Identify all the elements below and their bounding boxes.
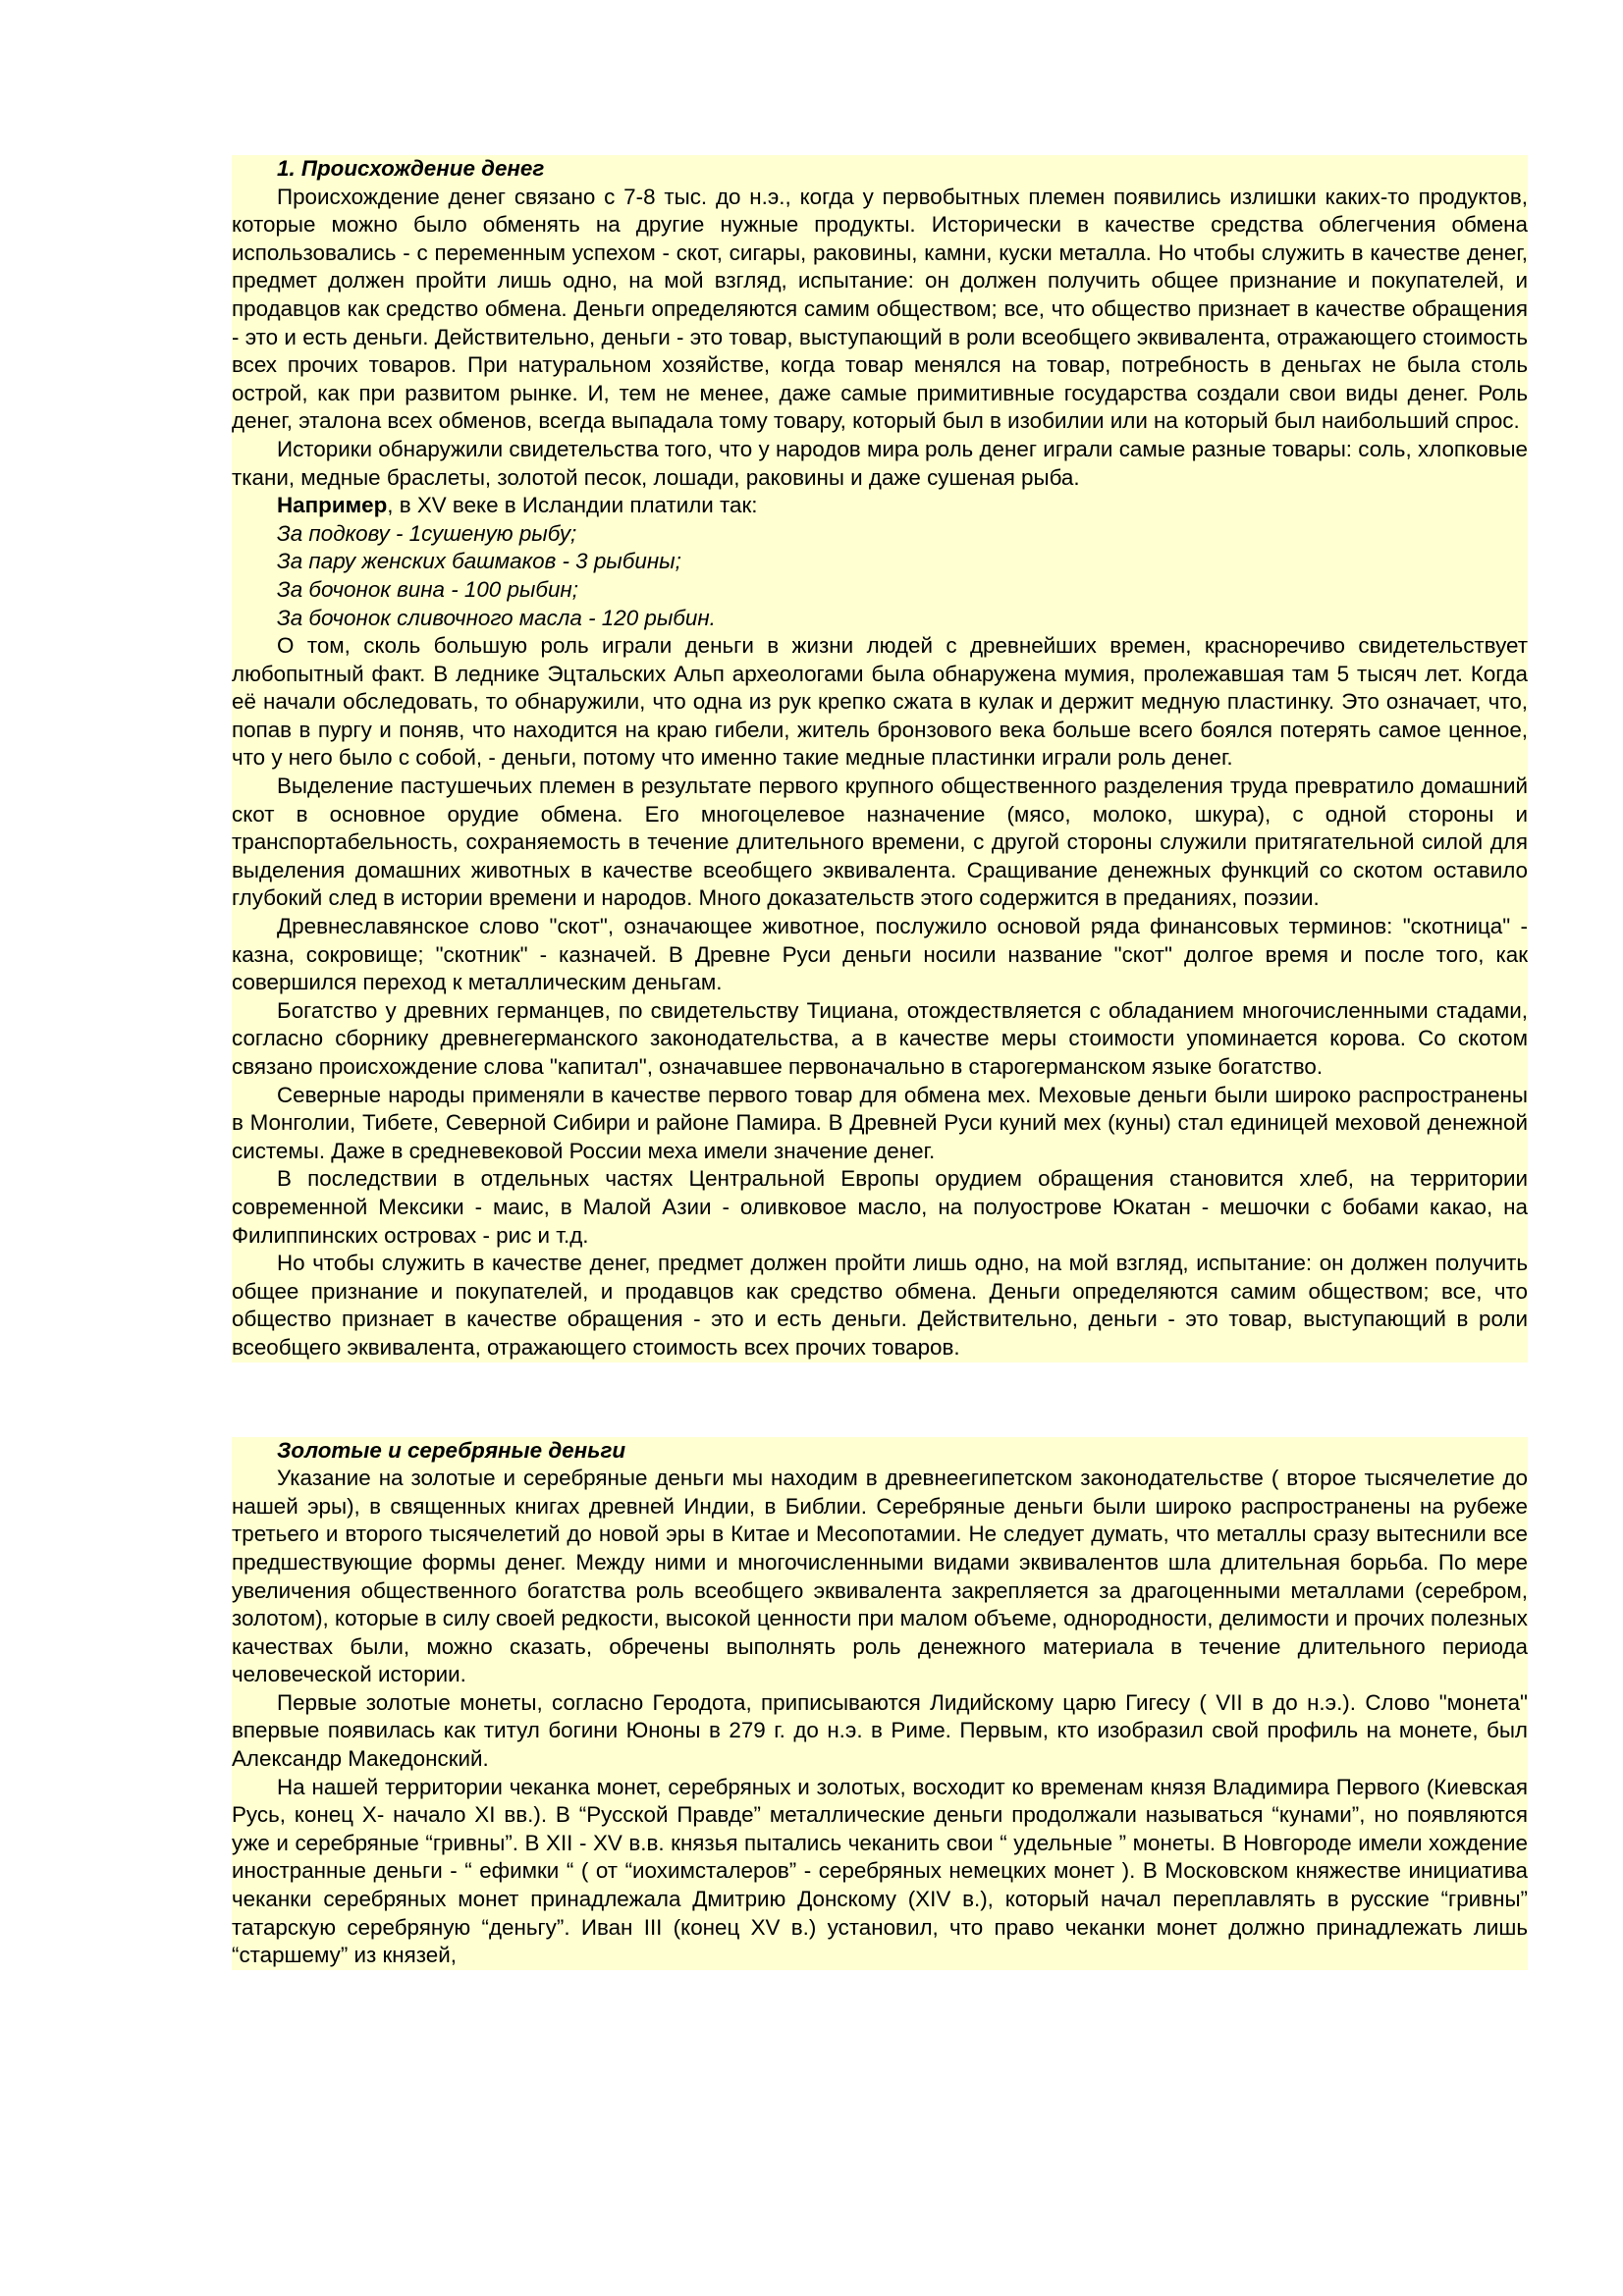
section-gold-silver-money	[232, 1437, 1528, 1970]
paragraph: Происхождение денег связано с 7-8 тыс. до н.э., когда у первобытных племен появились излишки каких-то продуктов, которые можно было обменять на другие нужные продукты. Исторически в качестве средства облегчения обмена использовались - с переменным успехом - скот, сигары, раковины, камни, куски металла. Но чтобы служить в качестве денег, предмет должен пройти лишь одно, на мой взгляд, испытание: он должен получить общее признание и покупателей, и продавцов как средство обмена. Деньги определяются самим обществом; все, что общество признает в качестве обращения - это и есть деньги. Действительно, деньги - это товар, выступающий в роли всеобщего эквивалента, отражающего стоимость всех прочих товаров. При натуральном хозяйстве, когда товар менялся на товар, потребность в деньгах не была столь острой, как при развитом рынке. И, тем не менее, даже самые примитивные государства создали свои виды денег. Роль денег, эталона всех обменов, всегда выпадала тому товару, который был в изобилии или на который был наибольший спрос.	[232, 184, 1528, 434]
paragraph: В последствии в отдельных частях Центральной Европы орудием обращения становится хлеб, на территории современной Мексики - маис, в Малой Азии - оливковое масло, на полуострове Юкатан - мешочки с бобами какао, на Филиппинских островах - рис и т.д.	[232, 1166, 1528, 1248]
section-gap	[232, 1362, 1528, 1437]
page-content	[232, 155, 1528, 1970]
paragraph: Выделение пастушечьих племен в результате первого крупного общественного разделения труда превратило домашний скот в основное орудие обмена. Его многоцелевое назначение (мясо, молоко, шкура), с одной стороны и транспортабельность, сохраняемость в течение длительного времени, с другой стороны служили притягательной силой для выделения домашних животных в качестве всеобщего эквивалента. Сращивание денежных функций со скотом оставило глубокий след в истории времени и народов. Много доказательств этого содержится в преданиях, поэзии.	[232, 774, 1528, 911]
example-intro	[232, 492, 1528, 520]
paragraph: Северные народы применяли в качестве первого товар для обмена мех. Меховые деньги были широко распространены в Монголии, Тибете, Северной Сибири и районе Памира. В Древней Руси куний мех (куны) стал единицей меховой денежной системы. Даже в средневековой России меха имели значение денег.	[232, 1082, 1528, 1163]
paragraph: Указание на золотые и серебряные деньги мы находим в древнеегипетском законодательстве ( второе тысячелетие до нашей эры), в священных книгах древней Индии, в Библии. Серебряные деньги были широко распространены на рубеже третьего и второго тысячелетий до новой эры в Китае и Месопотамии. Не следует думать, что металлы сразу вытеснили все предшествующие формы денег. Между ними и многочисленными видами эквивалентов шла длительная борьба. По мере увеличения общественного богатства роль всеобщего эквивалента закрепляется за драгоценными металлами (серебром, золотом), которые в силу своей редкости, высокой ценности при малом объеме, однородности, делимости и прочих полезных качествах были, можно сказать, обречены выполнять роль денежного материала в течение длительного периода человеческой истории.	[232, 1466, 1528, 1687]
example-text: , в XV веке в Исландии платили так:	[387, 493, 758, 518]
paragraph: Историки обнаружили свидетельства того, что у народов мира роль денег играли самые разные товары: соль, хлопковые ткани, медные браслеты, золотой песок, лошади, раковины и даже сушеная рыба.	[232, 436, 1528, 490]
section-origin-of-money	[232, 155, 1528, 1362]
list-item: За бочонок сливочного масла - 120 рыбин.	[277, 605, 716, 630]
example-bold-label: Например	[277, 493, 388, 518]
paragraph: О том, сколь большую роль играли деньги в жизни людей с древнейших времен, красноречиво свидетельствует любопытный факт. В леднике Эцтальских Альп археологами была обнаружена мумия, пролежавшая там 5 тысяч лет. Когда её начали обследовать, то обнаружили, что одна из рук крепко сжата в кулак и держит медную пластинку. Это означает, что, попав в пургу и поняв, что находится на краю гибели, житель бронзового века больше всего боялся потерять самое ценное, что у него было с собой, - деньги, потому что именно такие медные пластинки играли роль денег.	[232, 633, 1528, 771]
list-item: За пару женских башмаков - 3 рыбины;	[277, 549, 681, 574]
paragraph: Первые золотые монеты, согласно Геродота, приписываются Лидийскому царю Гигесу ( VII в до н.э.). Слово "монета" впервые появилась как титул богини Юноны в 279 г. до н.э. в Риме. Первым, кто изобразил свой профиль на монете, был Александр Македонский.	[232, 1689, 1528, 1772]
paragraph: На нашей территории чеканка монет, серебряных и золотых, восходит ко временам князя Владимира Первого (Киевская Русь, конец X- начало XI вв.). В “Русской Правде” металлические деньги продолжали называться “кунами”, но появляются уже и серебряные “гривны”. В XII - XV в.в. князья пытались чеканить свои “ удельные ” монеты. В Новгороде имели хождение иностранные деньги - “ ефимки “ ( от “иохимсталеров” - серебряных немецких монет ). В Московском княжестве инициатива чеканки серебряных монет принадлежала Дмитрию Донскому (XIV в.), который начал переплавлять в русские “гривны” татарскую серебряную “деньгу”. Иван III (конец XV в.) установил, что право чеканки монет должно принадлежать лишь “старшему” из князей,	[232, 1774, 1528, 1968]
list-item: За бочонок вина - 100 рыбин;	[277, 576, 578, 602]
paragraph: Древнеславянское слово "скот", означающее животное, послужило основой ряда финансовых терминов: "скотница" - казна, сокровище; "скотник" - казначей. В Древне Руси деньги носили название "скот" долгое время и после того, как совершился переход к металлическим деньгам.	[232, 914, 1528, 995]
section-heading: 1. Происхождение денег	[277, 156, 545, 181]
paragraph: Богатство у древних германцев, по свидетельству Тициана, отождествляется с обладанием многочисленными стадами, согласно сборнику древнегерманского законодательства, а в качестве меры стоимости упоминается корова. Со скотом связано происхождение слова "капитал", означавшее первоначально в старогерманском языке богатство.	[232, 997, 1528, 1079]
list-item: За подкову - 1сушеную рыбу;	[277, 520, 577, 546]
section-heading: Золотые и серебряные деньги	[277, 1437, 626, 1463]
paragraph: Но чтобы служить в качестве денег, предмет должен пройти лишь одно, на мой взгляд, испытание: он должен получить общее признание и покупателей, и продавцов как средство обмена. Деньги определяются самим обществом; все, что общество признает в качестве обращения - это и есть деньги. Действительно, деньги - это товар, выступающий в роли всеобщего эквивалента, отражающего стоимость всех прочих товаров.	[232, 1251, 1528, 1360]
